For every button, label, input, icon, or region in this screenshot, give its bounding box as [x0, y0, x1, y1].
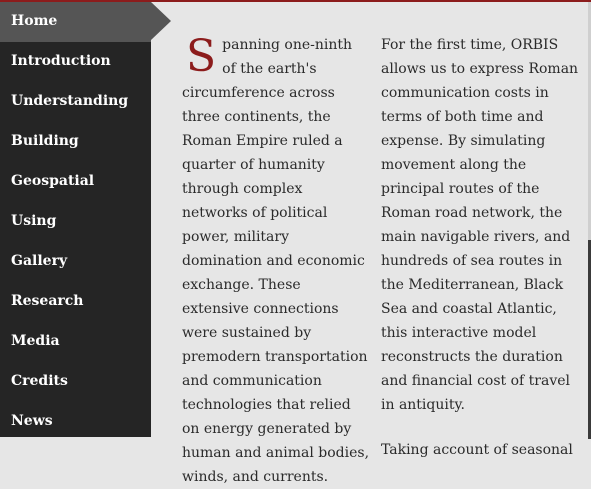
- intro-paragraph-1: panning one-ninth of the earth's circumference across three continents, the Roman Empire ruled a quarter of humanity through complex networks of political power, military domination and economic exchange. These extensive connections were sustained by premodern transportation and communication technologies that relied on energy generated by human and animal bodies, winds, and currents.: [182, 37, 370, 485]
- active-nav-arrow-icon: [151, 2, 171, 40]
- nav-item-introduction[interactable]: Introduction: [11, 53, 111, 69]
- intro-paragraph-2: For the first time, ORBIS allows us to express Roman communication costs in terms of both time and expense. By simulating movement along the principal routes of the Roman road network, the main navigable rivers, and hundreds of sea routes in the Mediterranean, Black Sea and coastal Atlantic, this interactive model reconstructs the duration and financial cost of travel in antiquity.: [381, 37, 579, 413]
- nav-item-credits[interactable]: Credits: [11, 373, 68, 389]
- nav-item-news[interactable]: News: [11, 413, 53, 429]
- nav-item-home[interactable]: Home: [0, 2, 151, 42]
- nav-item-gallery[interactable]: Gallery: [11, 253, 68, 269]
- drop-cap: S: [186, 31, 217, 82]
- intro-column-2: [381, 33, 581, 462]
- nav-item-understanding[interactable]: Understanding: [11, 93, 129, 109]
- intro-paragraph-3: Taking account of seasonal: [381, 442, 573, 458]
- main-content: [151, 2, 588, 485]
- nav-item-research[interactable]: Research: [11, 293, 84, 309]
- nav-item-using[interactable]: Using: [11, 213, 57, 229]
- nav-item-geospatial[interactable]: Geospatial: [11, 173, 95, 189]
- sidebar-nav: [0, 2, 151, 437]
- intro-column-1: [182, 33, 370, 489]
- nav-item-building[interactable]: Building: [11, 133, 79, 149]
- nav-item-media[interactable]: Media: [11, 333, 60, 349]
